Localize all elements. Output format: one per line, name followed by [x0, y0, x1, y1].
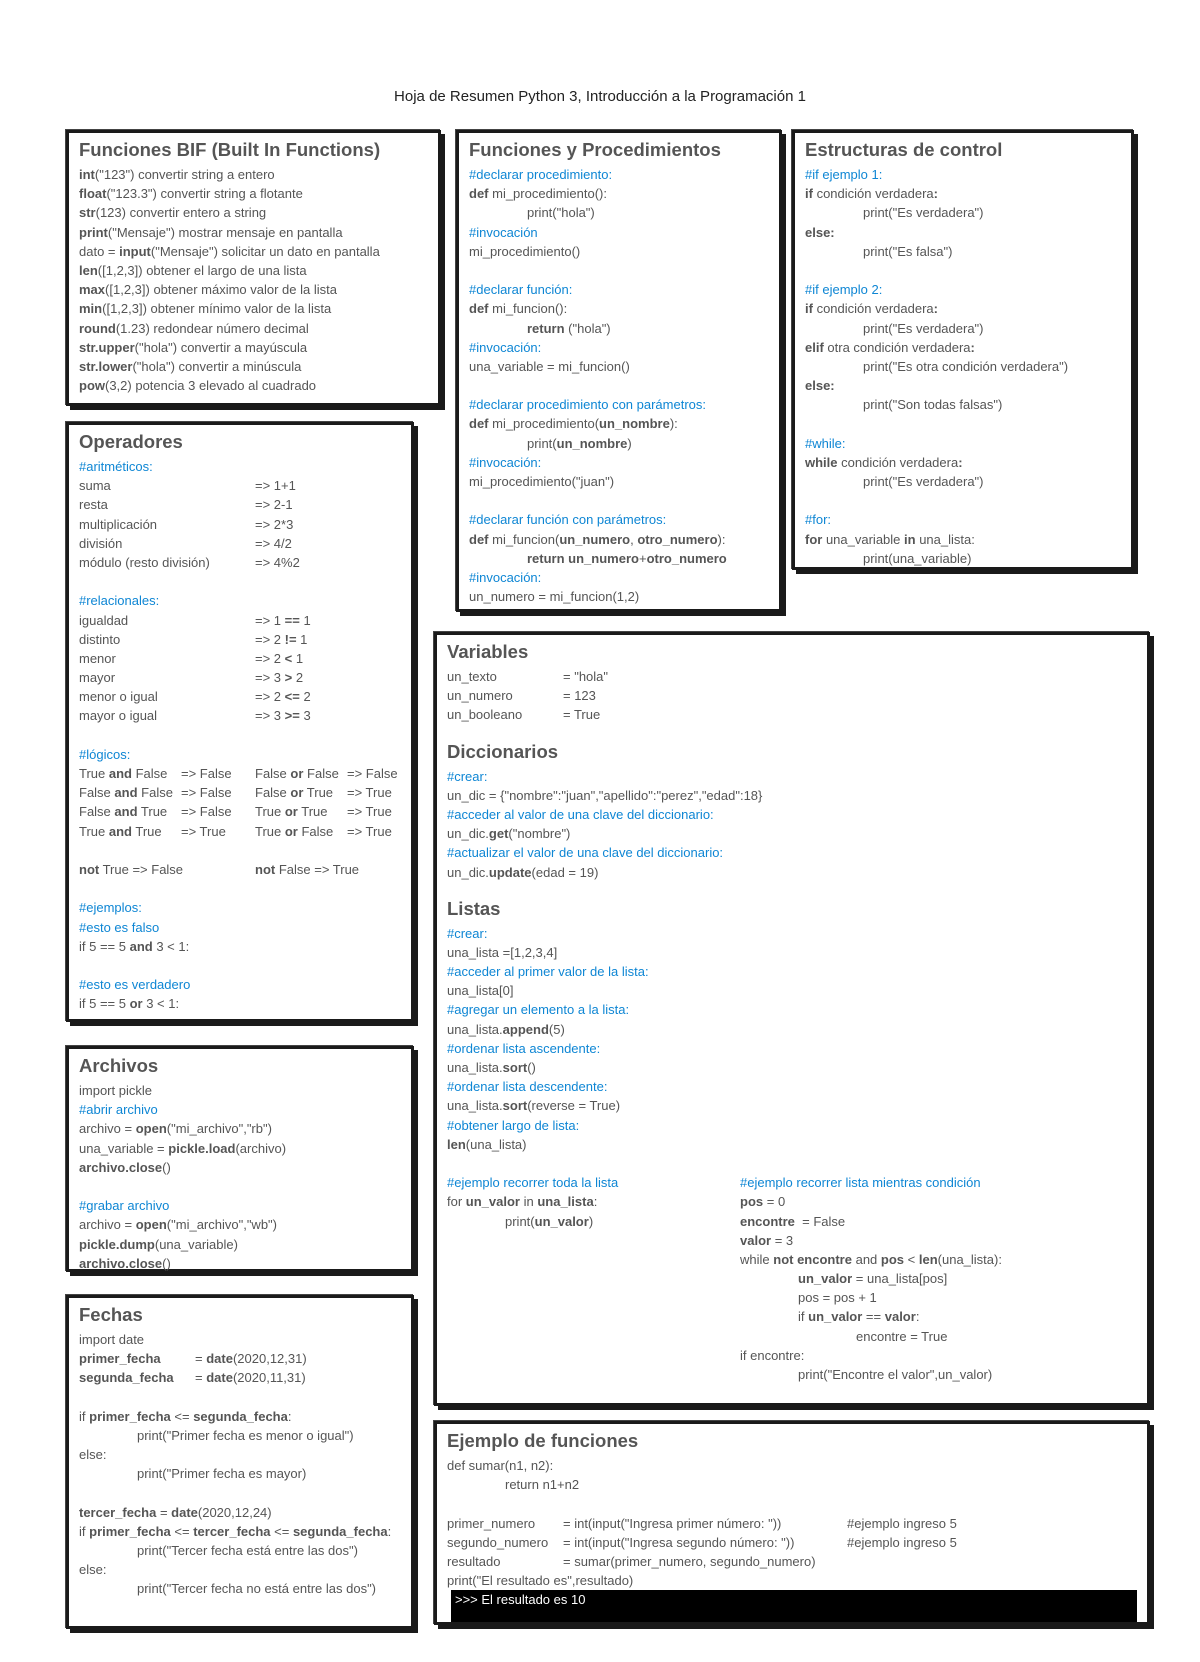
- comment-note: #ejemplo ingreso 5: [847, 1515, 957, 1531]
- code-line: import date: [79, 1332, 145, 1347]
- comment-note: #ejemplo ingreso 5: [847, 1534, 957, 1550]
- bif-description: ([1,2,3]) obtener el largo de una lista: [97, 262, 307, 278]
- operand: False: [303, 766, 339, 781]
- variable-row: [447, 686, 1137, 705]
- bif-description: ("hola") convertir a minúscula: [132, 358, 302, 374]
- logical-result: => False: [181, 766, 232, 781]
- code-line: archivo.close(): [79, 1159, 171, 1175]
- bif-function: str.lower: [79, 358, 133, 374]
- logical-result: => True: [347, 804, 392, 820]
- code-line: archivo = open("mi_archivo","rb"): [79, 1121, 272, 1137]
- code-line: pos = pos + 1: [798, 1290, 877, 1306]
- operator-or: or: [284, 823, 298, 839]
- code-line: def mi_funcion(un_numero, otro_numero):: [469, 531, 726, 547]
- logical-and-expr: [79, 822, 181, 841]
- code-line: return n1+n2: [505, 1477, 580, 1493]
- code-line: else:: [79, 1562, 107, 1578]
- arithmetic-row: [79, 495, 401, 514]
- code-line: return un_numero+otro_numero: [527, 550, 727, 566]
- code-line: if condición verdadera:: [805, 301, 938, 317]
- operand: False: [79, 804, 115, 820]
- bif-function: pow: [79, 378, 105, 394]
- code-line: if condición verdadera:: [805, 186, 938, 202]
- comment: #aritméticos:: [79, 459, 153, 474]
- code-line: print("Primer fecha es mayor): [137, 1466, 307, 1482]
- operand: False: [255, 766, 291, 781]
- bif-line: [79, 299, 428, 318]
- logical-and-expr: [79, 764, 181, 783]
- example-left: => 2: [255, 650, 285, 666]
- ejemplo-title: Ejemplo de funciones: [447, 1430, 639, 1451]
- logical-and-expr: [79, 802, 181, 821]
- operator-example: [255, 687, 311, 706]
- comment: #ejemplos:: [79, 900, 142, 916]
- operator-name: mayor: [79, 670, 116, 686]
- code-line: mi_procedimiento(): [469, 243, 581, 259]
- operand: False: [137, 785, 173, 801]
- ejemplo-row: [447, 1533, 1137, 1552]
- bif-function: min: [79, 301, 103, 317]
- comment: #declarar procedimiento:: [469, 167, 613, 182]
- code-line: pos = 0: [740, 1194, 786, 1210]
- code-line: una_variable = mi_funcion(): [469, 358, 630, 374]
- operator-or: or: [290, 766, 304, 781]
- arithmetic-row: [79, 534, 401, 553]
- bif-line: [79, 165, 428, 184]
- logical-result: => False: [347, 766, 398, 781]
- code-line: elif otra condición verdadera:: [805, 339, 975, 355]
- comment: #declarar función con parámetros:: [469, 512, 667, 528]
- example-right: 2: [292, 670, 304, 686]
- console-output: >>> El resultado es 10: [451, 1590, 1137, 1622]
- relational-row: [79, 687, 401, 706]
- code-line: if primer_fecha <= tercer_fecha <= segunda_fecha:: [79, 1523, 392, 1539]
- code-line: print("Tercer fecha está entre las dos"): [137, 1543, 358, 1559]
- code-line: while condición verdadera:: [805, 454, 963, 470]
- logical-row: [79, 783, 401, 802]
- code-line: else:: [805, 378, 835, 394]
- code-line: print("Son todas falsas"): [863, 397, 1003, 413]
- operator-example: [255, 649, 303, 668]
- operator-name: mayor o igual: [79, 708, 158, 724]
- operator-symbol: >=: [284, 708, 300, 724]
- ejemplo-rows: [447, 1514, 1137, 1572]
- code-line: un_valor = una_lista[pos]: [798, 1271, 948, 1287]
- bif-line: [79, 280, 428, 299]
- operand: True: [131, 823, 162, 839]
- operator-name: suma: [79, 478, 111, 494]
- operator-name: módulo (resto división): [79, 554, 210, 570]
- operator-name: distinto: [79, 631, 121, 647]
- code-line: mi_procedimiento("juan"): [469, 474, 615, 489]
- relational-row: [79, 649, 401, 668]
- bif-description: ("123") convertir string a entero: [94, 167, 275, 182]
- logical-or-expr: [255, 802, 347, 821]
- variables-list: [447, 667, 1137, 725]
- variable-name: un_numero: [447, 688, 513, 704]
- bif-description: (3,2) potencia 3 elevado al cuadrado: [105, 378, 317, 394]
- operand: False: [79, 785, 115, 801]
- code-line: encontre = True: [856, 1328, 948, 1344]
- bif-line: [79, 203, 428, 222]
- bif-description: (123) convertir entero a string: [95, 205, 267, 221]
- code-line: una_lista.sort(reverse = True): [447, 1098, 621, 1114]
- not-row: not True => False not False => True: [79, 861, 360, 877]
- variable-name: resultado: [447, 1553, 501, 1569]
- comment: #for:: [805, 512, 832, 528]
- operator-example: [255, 630, 307, 649]
- operator-example: [255, 668, 303, 687]
- funciones-section: [456, 130, 782, 612]
- operand: False: [255, 785, 291, 801]
- bif-description: ("hola") convertir a mayúscula: [134, 339, 308, 355]
- variable-row: [447, 705, 1137, 724]
- bif-line: [79, 261, 428, 280]
- code-line: print("hola"): [527, 205, 595, 221]
- code-line: def mi_procedimiento():: [469, 186, 607, 202]
- arithmetic-row: [79, 476, 401, 495]
- variables-section: [434, 632, 1150, 1406]
- listas-title: Listas: [447, 897, 501, 919]
- variable-value: = 123: [563, 688, 596, 704]
- code-line: if 5 == 5 or 3 < 1:: [79, 996, 180, 1012]
- bif-function: float: [79, 186, 107, 202]
- comment: #invocación: [469, 224, 538, 240]
- code-line: for una_variable in una_lista:: [805, 531, 975, 547]
- logical-and-expr: [79, 783, 181, 802]
- bif-prefix: dato =: [79, 243, 120, 259]
- archivos-title: Archivos: [79, 1055, 159, 1076]
- code-line: una_lista.sort(): [447, 1060, 536, 1075]
- code-line: print("Tercer fecha no está entre las dos"): [137, 1581, 377, 1597]
- example-right: 1: [296, 631, 308, 647]
- funciones-title: Funciones y Procedimientos: [469, 139, 721, 160]
- bif-function: str: [79, 205, 96, 221]
- comment: #ejemplo recorrer toda la lista: [447, 1175, 619, 1191]
- comment: #esto es falso: [79, 919, 160, 935]
- operator-name: resta: [79, 497, 108, 513]
- code-line: while not encontre and pos < len(una_lista):: [740, 1251, 1002, 1267]
- operator-and: and: [114, 785, 138, 801]
- logical-result: => False: [181, 785, 232, 801]
- bif-title: Funciones BIF (Built In Functions): [79, 139, 381, 160]
- operator-or: or: [284, 804, 298, 820]
- operator-name: menor o igual: [79, 689, 158, 705]
- bif-function: print: [79, 224, 108, 240]
- variable-name: un_texto: [447, 669, 497, 684]
- variable-name: segundo_numero: [447, 1534, 549, 1550]
- comment: #while:: [805, 435, 846, 451]
- arithmetic-list: [79, 476, 401, 572]
- code-line: def mi_funcion():: [469, 301, 568, 317]
- code-line: print(un_nombre): [527, 435, 632, 451]
- bif-lines: [79, 165, 428, 395]
- operator-example: => 1+1: [255, 478, 296, 494]
- operator-name: multiplicación: [79, 516, 158, 532]
- operator-name: menor: [79, 650, 116, 666]
- operand: True: [303, 785, 334, 801]
- code-line: for un_valor in una_lista:: [447, 1194, 598, 1210]
- operator-or: or: [290, 785, 304, 801]
- operator-example: => 2*3: [255, 516, 294, 532]
- comment: #relacionales:: [79, 593, 160, 609]
- control-section: [792, 130, 1134, 570]
- arithmetic-row: [79, 515, 401, 534]
- example-while: [740, 1173, 1002, 1384]
- code-line: tercer_fecha = date(2020,12,24): [79, 1504, 272, 1520]
- logical-result: => True: [181, 823, 226, 839]
- relational-row: [79, 706, 401, 725]
- archivos-section: [66, 1046, 414, 1272]
- operator-example: [255, 611, 311, 630]
- comment: #agregar un elemento a la lista:: [447, 1002, 630, 1018]
- operand: True: [137, 804, 168, 820]
- code-line: una_variable = pickle.load(archivo): [79, 1140, 287, 1156]
- bif-line: [79, 184, 428, 203]
- list-examples: [447, 1173, 1137, 1384]
- bif-function: max: [79, 282, 106, 298]
- code-line: if primer_fecha <= segunda_fecha:: [79, 1408, 292, 1424]
- code-line: print("Primer fecha es menor o igual"): [137, 1427, 354, 1443]
- comment: #invocación:: [469, 339, 542, 355]
- code-line: un_dic.get("nombre"): [447, 826, 571, 842]
- operand: True: [79, 823, 109, 839]
- code-line: if encontre:: [740, 1347, 805, 1363]
- example-right: 1: [292, 650, 304, 666]
- code-line: archivo = open("mi_archivo","wb"): [79, 1217, 277, 1233]
- code-line: print("Es otra condición verdadera"): [863, 358, 1069, 374]
- fechas-section: [66, 1295, 414, 1629]
- variables-title: Variables: [447, 641, 529, 662]
- operator-name: división: [79, 535, 123, 551]
- logical-or-expr: [255, 764, 347, 783]
- bif-function: len: [79, 262, 98, 278]
- bif-line: [79, 357, 428, 376]
- comment: #acceder al valor de una clave del diccionario:: [447, 806, 714, 822]
- ejemplo-section: [434, 1421, 1150, 1625]
- fechas-title: Fechas: [79, 1304, 143, 1325]
- code-line: len(una_lista): [447, 1136, 527, 1152]
- page-title: Hoja de Resumen Python 3, Introducción a la Programación 1: [394, 88, 806, 105]
- operand: True: [255, 804, 285, 820]
- code-line: una_lista =[1,2,3,4]: [447, 944, 558, 960]
- operator-example: => 2-1: [255, 497, 293, 513]
- logical-result: => False: [181, 804, 232, 820]
- logical-or-expr: [255, 822, 347, 841]
- example-right: 3: [299, 708, 311, 724]
- operator-symbol: ==: [284, 612, 300, 628]
- operadores-section: [66, 422, 414, 1022]
- code-line: una_lista.append(5): [447, 1021, 565, 1037]
- operator-symbol: >: [284, 670, 293, 686]
- control-title: Estructuras de control: [805, 139, 1003, 160]
- code-line: un_dic = {"nombre":"juan","apellido":"perez","edad":18}: [447, 787, 763, 803]
- code-line: print("El resultado es",resultado): [447, 1573, 634, 1589]
- bif-description: ("123.3") convertir string a flotante: [106, 186, 303, 202]
- operator-symbol: <: [284, 650, 293, 666]
- comment: #lógicos:: [79, 746, 131, 762]
- logical-result: => True: [347, 823, 392, 839]
- code-line: return ("hola"): [527, 320, 611, 336]
- logical-row: [79, 764, 401, 783]
- bif-description: ([1,2,3]) obtener mínimo valor de la lista: [102, 301, 332, 317]
- logical-list: [79, 764, 401, 841]
- example-right: 1: [299, 612, 311, 628]
- operator-and: and: [114, 804, 138, 820]
- bif-line: [79, 242, 428, 261]
- comment: #acceder al primer valor de la lista:: [447, 964, 649, 980]
- logical-result: => True: [347, 785, 392, 801]
- code-line: def mi_procedimiento(un_nombre):: [469, 416, 678, 432]
- relational-row: [79, 668, 401, 687]
- operand: False: [297, 823, 334, 839]
- operator-example: => 4/2: [255, 535, 292, 551]
- example-left: => 3: [255, 708, 285, 724]
- variable-row: [447, 667, 1137, 686]
- comment: #if ejemplo 2:: [805, 282, 883, 298]
- logical-row: [79, 822, 401, 841]
- arithmetic-row: [79, 553, 401, 572]
- code-line: def sumar(n1, n2):: [447, 1458, 554, 1473]
- comment: #declarar procedimiento con parámetros:: [469, 397, 707, 413]
- operator-symbol: !=: [284, 631, 297, 647]
- comment: #ordenar lista ascendente:: [447, 1040, 601, 1056]
- bif-description: ("Mensaje") mostrar mensaje en pantalla: [107, 224, 343, 240]
- variable-value: = "hola": [563, 669, 609, 684]
- operator-and: and: [108, 823, 132, 839]
- example-left: => 2: [255, 689, 285, 705]
- operand: True: [79, 766, 109, 781]
- code-line: un_dic.update(edad = 19): [447, 864, 599, 880]
- operator-symbol: <=: [284, 689, 300, 705]
- bif-function: str.upper: [79, 339, 135, 355]
- code-line: print("Es verdadera"): [863, 474, 984, 489]
- code-line: else:: [79, 1447, 107, 1463]
- code-line: segunda_fecha = date (2020,11,31): [79, 1370, 306, 1386]
- code-line: print(un_valor): [505, 1213, 594, 1229]
- operator-example: => 4%2: [255, 554, 300, 570]
- operator-and: and: [108, 766, 132, 781]
- example-left: => 2: [255, 631, 285, 647]
- bif-line: [79, 376, 428, 395]
- relational-row: [79, 630, 401, 649]
- bif-function: int: [79, 167, 95, 182]
- code-line: archivo.close(): [79, 1255, 171, 1271]
- code-line: if 5 == 5 and 3 < 1:: [79, 938, 190, 954]
- comment: #if ejemplo 1:: [805, 167, 883, 182]
- comment: #crear:: [447, 925, 488, 941]
- code-line: print("Es falsa"): [863, 243, 953, 259]
- example-left: => 3: [255, 670, 285, 686]
- bif-description: ([1,2,3]) obtener máximo valor de la lista: [105, 282, 337, 298]
- bif-description: ("Mensaje") solicitar un dato en pantalla: [150, 243, 380, 259]
- comment: #esto es verdadero: [79, 977, 191, 993]
- diccionarios-title: Diccionarios: [447, 740, 559, 762]
- variable-name: primer_numero: [447, 1515, 536, 1531]
- code-line: else:: [805, 224, 835, 240]
- operator-example: [255, 706, 311, 725]
- logical-or-expr: [255, 783, 347, 802]
- comment: #ordenar lista descendente:: [447, 1079, 608, 1095]
- code-line: if un_valor == valor:: [798, 1309, 920, 1325]
- comment: #invocación:: [469, 569, 542, 585]
- code-line: primer_fecha = date (2020,12,31): [79, 1351, 307, 1367]
- assignment: = sumar(primer_numero, segundo_numero): [563, 1553, 816, 1569]
- bif-section: [66, 130, 441, 406]
- code-line: import pickle: [79, 1083, 152, 1098]
- comment: #grabar archivo: [79, 1198, 170, 1214]
- bif-line: [79, 338, 428, 357]
- operator-name: igualdad: [79, 612, 129, 628]
- bif-function: input: [119, 243, 151, 259]
- variable-value: = True: [563, 707, 601, 723]
- example-right: 2: [299, 689, 311, 705]
- ejemplo-row: [447, 1514, 1137, 1533]
- code-line: print("Es verdadera"): [863, 320, 984, 336]
- variable-name: un_booleano: [447, 707, 523, 723]
- bif-line: [79, 319, 428, 338]
- relational-row: [79, 611, 401, 630]
- assignment: = int(input("Ingresa segundo número: ")): [563, 1534, 795, 1550]
- operadores-title: Operadores: [79, 431, 183, 452]
- code-line: pickle.dump(una_variable): [79, 1236, 238, 1252]
- code-line: un_numero = mi_funcion(1,2): [469, 589, 640, 605]
- operand: True: [297, 804, 328, 820]
- code-line: print("Encontre el valor",un_valor): [798, 1367, 993, 1382]
- example-left: => 1: [255, 612, 285, 628]
- code-line: print("Es verdadera"): [863, 205, 984, 221]
- bif-function: round: [79, 320, 116, 336]
- comment: #crear:: [447, 768, 488, 784]
- code-line: valor = 3: [740, 1232, 794, 1248]
- assignment: = int(input("Ingresa primer número: ")): [563, 1515, 782, 1531]
- comment: #actualizar el valor de una clave del diccionario:: [447, 845, 724, 861]
- comment: #abrir archivo: [79, 1102, 158, 1118]
- comment: #obtener largo de lista:: [447, 1117, 580, 1133]
- operand: False: [131, 766, 168, 781]
- comment: #declarar función:: [469, 282, 573, 298]
- operand: True: [255, 823, 285, 839]
- logical-row: [79, 802, 401, 821]
- code-line: encontre = False: [740, 1213, 846, 1229]
- bif-line: [79, 223, 428, 242]
- bif-description: (1.23) redondear número decimal: [115, 320, 309, 336]
- code-line: una_lista[0]: [447, 983, 514, 999]
- comment: #ejemplo recorrer lista mientras condición: [740, 1175, 981, 1191]
- ejemplo-row: [447, 1552, 1137, 1571]
- comment: #invocación:: [469, 454, 542, 470]
- relational-list: [79, 611, 401, 726]
- code-line: print(una_variable): [863, 550, 972, 566]
- example-for: [447, 1173, 740, 1384]
